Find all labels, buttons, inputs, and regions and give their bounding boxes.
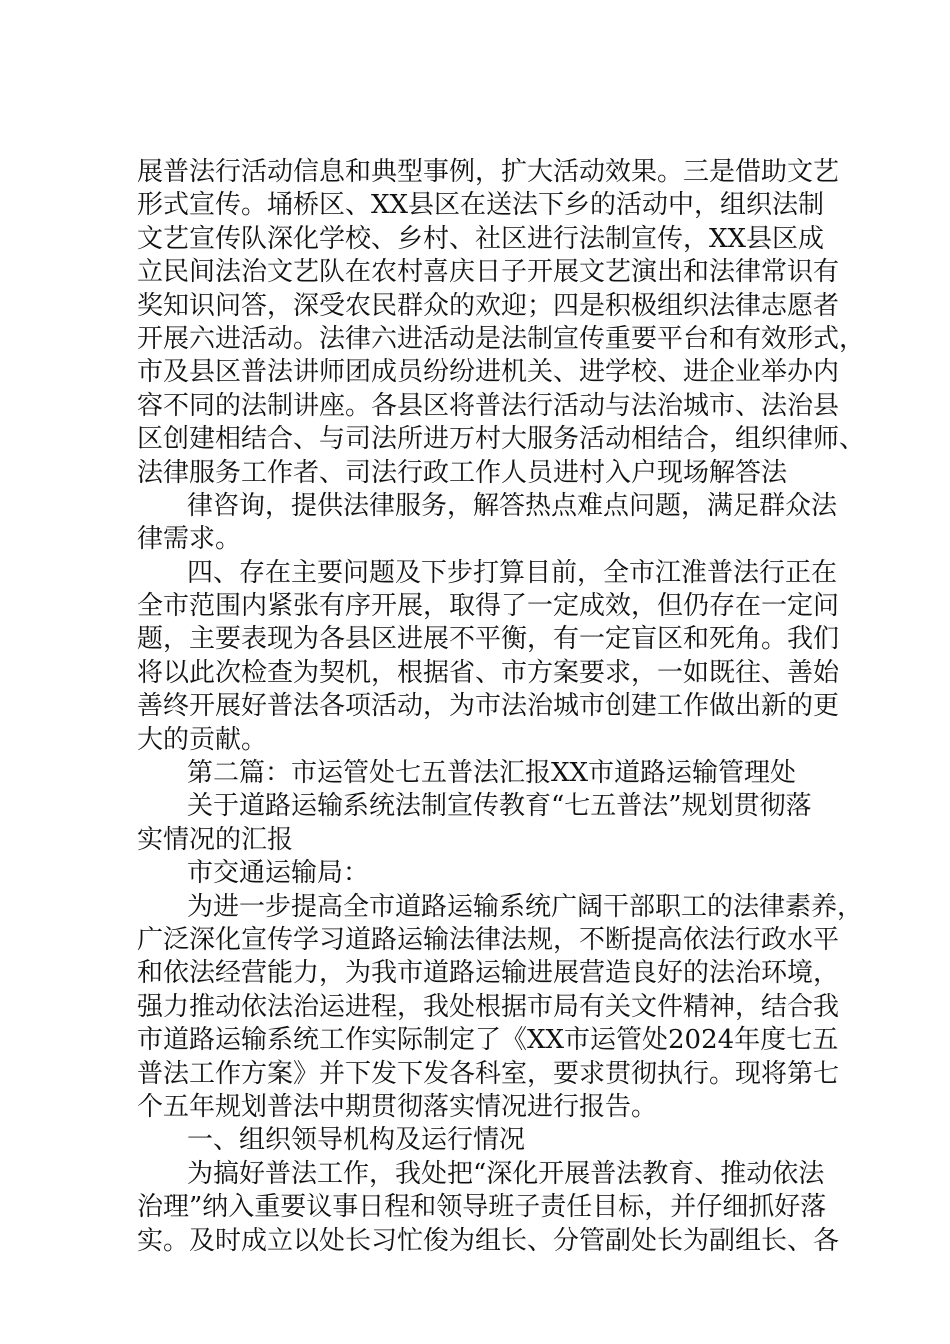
text-line: 区创建相结合、与司法所进万村大服务活动相结合，组织律师、 [137, 424, 866, 455]
text-line: 大的贡献。 [137, 724, 268, 755]
text-line: 形式宣传。埇桥区、XX县区在送法下乡的活动中，组织法制 [137, 190, 825, 221]
text-line: 市道路运输系统工作实际制定了《XX市运管处2024年度七五 [137, 1025, 839, 1056]
text-line: 将以此次检查为契机，根据省、市方案要求，一如既往、善始 [137, 657, 840, 688]
text-line: 一、组织领导机构及运行情况 [187, 1125, 526, 1156]
text-line: 善终开展好普法各项活动，为市法治城市创建工作做出新的更 [137, 691, 840, 722]
text-line: 法律服务工作者、司法行政工作人员进村入户现场解答法 [137, 457, 788, 488]
text-line: 展普法行活动信息和典型事例，扩大活动效果。三是借助文艺 [137, 157, 840, 187]
document-body [137, 156, 866, 1258]
text-line: 立民间法治文艺队在农村喜庆日子开展文艺演出和法律常识有 [137, 257, 840, 288]
text-line: 广泛深化宣传学习道路运输法律法规，不断提高依法行政水平 [137, 924, 840, 955]
text-line: 关于道路运输系统法制宣传教育“七五普法”规划贯彻落 [187, 791, 812, 822]
text-line: 实。及时成立以处长习忙俊为组长、分管副处长为副组长、各 [137, 1225, 840, 1256]
text-line: 开展六进活动。法律六进活动是法制宣传重要平台和有效形式， [137, 323, 866, 354]
text-line: 题，主要表现为各县区进展不平衡，有一定盲区和死角。我们 [137, 624, 840, 655]
text-line: 全市范围内紧张有序开展，取得了一定成效，但仍存在一定问 [137, 591, 840, 622]
text-line: 律需求。 [137, 524, 242, 555]
text-line: 市及县区普法讲师团成员纷纷进机关、进学校、进企业举办内 [137, 357, 840, 388]
text-line: 个五年规划普法中期贯彻落实情况进行报告。 [137, 1091, 658, 1122]
text-line: 奖知识问答，深受农民群众的欢迎；四是积极组织法律志愿者 [137, 290, 840, 321]
text-line: 第二篇：市运管处七五普法汇报XX市道路运输管理处 [187, 758, 797, 789]
text-line: 市交通运输局： [187, 858, 370, 889]
text-line: 为搞好普法工作，我处把“深化开展普法教育、推动依法 [187, 1158, 825, 1189]
text-line: 四、存在主要问题及下步打算目前，全市江淮普法行正在 [187, 557, 838, 588]
text-line: 为进一步提高全市道路运输系统广阔干部职工的法律素养， [187, 891, 864, 922]
text-line: 实情况的汇报 [137, 824, 294, 855]
text-line: 治理”纳入重要议事日程和领导班子责任目标，并仔细抓好落 [137, 1192, 827, 1223]
text-line: 文艺宣传队深化学校、乡村、社区进行法制宣传，XX县区成 [137, 223, 825, 254]
text-line: 律咨询，提供法律服务，解答热点难点问题，满足群众法 [187, 490, 838, 521]
text-line: 普法工作方案》并下发下发各科室，要求贯彻执行。现将第七 [137, 1058, 840, 1089]
text-line: 和依法经营能力，为我市道路运输进展营造良好的法治环境， [137, 958, 840, 989]
text-line: 容不同的法制讲座。各县区将普法行活动与法治城市、法治县 [137, 390, 840, 421]
text-line: 强力推动依法治运进程，我处根据市局有关文件精神，结合我 [137, 991, 840, 1022]
